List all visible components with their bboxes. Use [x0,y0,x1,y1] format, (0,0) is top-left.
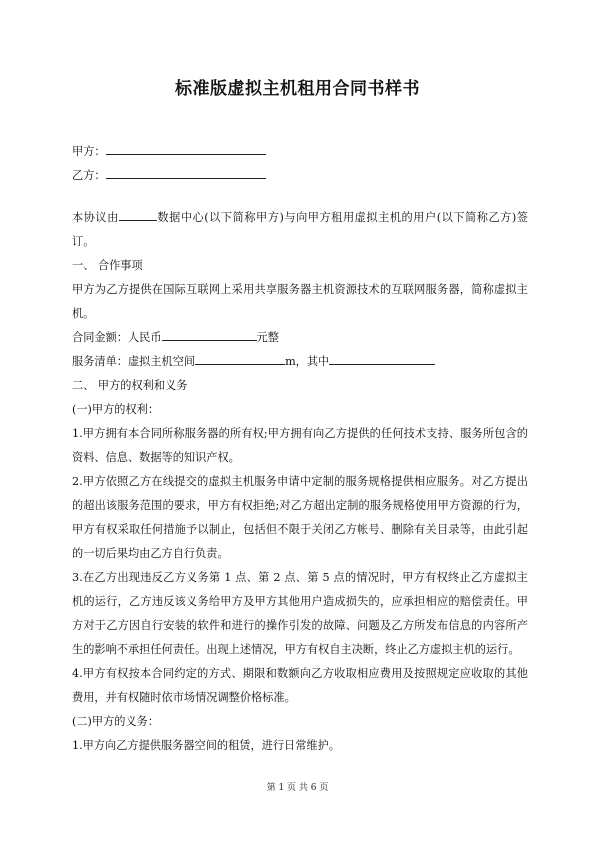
intro-before-blank: 本协议由 [72,211,119,224]
contract-amount-line [72,326,528,350]
intro-paragraph [72,206,528,254]
service-detail-blank [329,352,435,365]
intro-after-blank: 数据中心(以下简称甲方)与向甲方租用虚拟主机的用户(以下简称乙方)签订。 [72,211,528,248]
contract-amount-label: 合同金额：人民币 [72,331,162,344]
section-1-heading: 一、 合作事项 [72,259,143,272]
party-b-blank [106,166,266,179]
document-body [72,140,528,758]
section-2-heading: 二、 甲方的权利和义务 [72,379,188,392]
rights-item: 3.在乙方出现违反乙方义务第 1 点、第 2 点、第 5 点的情况时，甲方有权终止乙方虚拟主机的运行，乙方违反该义务给甲方及甲方其他用户造成损失的，应承担相应的赔偿责任。甲方对于乙方因自行安装的软件和进行的操作引发的故障、问题及乙方所发布信息的内容所产生的影响不承担任何责任。出现上述情况，甲方有权自主决断，终止乙方虚拟主机的运行。 [72,571,528,656]
service-list-label: 服务清单：虚拟主机空间 [72,355,196,368]
section-1-text: 甲方为乙方提供在国际互联网上采用共享服务器主机资源技术的互联网服务器，简称虚拟主机。 [72,283,528,320]
spacer [72,188,528,200]
party-b-label: 乙方： [72,169,106,182]
duties-item: 1.甲方向乙方提供服务器空间的租赁，进行日常维护。 [72,739,340,752]
party-a-label: 甲方： [72,145,106,158]
document-title: 标准版虚拟主机租用合同书样书 [175,79,420,99]
data-center-blank [119,208,157,221]
party-a-line [72,140,528,164]
service-list-line [72,350,528,374]
page-footer: 第 1 页 共 6 页 [266,783,329,793]
rights-item: 4.甲方有权按本合同约定的方式、期限和数额向乙方收取相应费用及按照规定应收取的其他费用，并有权随时依市场情况调整价格标准。 [72,667,528,704]
rights-item: 2.甲方依照乙方在线提交的虚拟主机服务申请中定制的服务规格提供相应服务。对乙方提出的超出该服务范围的要求，甲方有权拒绝;对乙方超出定制的服务规格使用甲方资源的行为，甲方有权采取任何措施予以制止，包括但不限于关闭乙方帐号、删除有关目录等，由此引起的一切后果均由乙方自行负责。 [72,475,528,560]
rights-item: 1.甲方拥有本合同所称服务器的所有权;甲方拥有向乙方提供的任何技术支持、服务所包含的资料、信息、数据等的知识产权。 [72,427,528,464]
contract-amount-blank [162,328,257,341]
duties-heading: (二)甲方的义务： [72,715,160,728]
space-size-blank [195,352,285,365]
contract-amount-suffix: 元整 [256,331,279,344]
service-list-unit: m，其中 [285,355,330,368]
party-a-blank [106,142,266,155]
rights-heading: (一)甲方的权利： [72,403,160,416]
party-b-line [72,164,528,188]
